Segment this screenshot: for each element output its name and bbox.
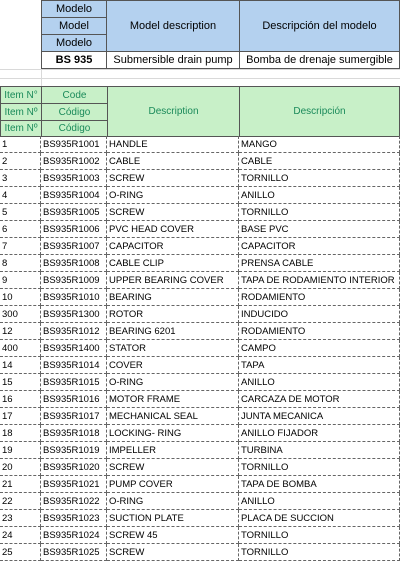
item-number-cell: 7	[0, 238, 41, 255]
description-es-cell: JUNTA MECANICA	[239, 408, 400, 425]
table-row	[0, 204, 400, 221]
code-cell: BS935R1010	[41, 289, 107, 306]
description-en-cell: LOCKING- RING	[107, 425, 239, 442]
code-cell: BS935R1003	[41, 170, 107, 187]
table-row	[0, 357, 400, 374]
table-row	[0, 323, 400, 340]
description-en-cell: SUCTION PLATE	[107, 510, 239, 527]
item-number-cell: 18	[0, 425, 41, 442]
item-number-cell: 22	[0, 493, 41, 510]
code-cell: BS935R1007	[41, 238, 107, 255]
description-en-cell: SCREW	[107, 204, 239, 221]
code-header-2: Código	[41, 103, 108, 121]
model-label-2: Model	[41, 17, 107, 35]
table-row	[0, 153, 400, 170]
description-es-cell: RODAMIENTO	[239, 323, 400, 340]
table-row	[0, 527, 400, 544]
code-header-3: Código	[41, 120, 108, 137]
model-value: BS 935	[41, 51, 107, 69]
item-number-header-3: Item Nº	[0, 120, 42, 137]
item-number-cell: 16	[0, 391, 41, 408]
description-es-cell: INDUCIDO	[239, 306, 400, 323]
item-number-cell: 9	[0, 272, 41, 289]
model-label-1: Modelo	[41, 0, 107, 18]
description-es-cell: CAPACITOR	[239, 238, 400, 255]
description-es-cell: ANILLO	[239, 493, 400, 510]
item-number-cell: 2	[0, 153, 41, 170]
table-row	[0, 255, 400, 272]
code-cell: BS935R1400	[41, 340, 107, 357]
description-es-cell: MANGO	[239, 136, 400, 153]
table-row	[0, 170, 400, 187]
description-es-cell: TORNILLO	[239, 170, 400, 187]
description-es-cell: RODAMIENTO	[239, 289, 400, 306]
table-row	[0, 340, 400, 357]
model-header	[0, 0, 400, 69]
description-es-cell: CARCAZA DE MOTOR	[239, 391, 400, 408]
item-number-cell: 21	[0, 476, 41, 493]
description-en-cell: CABLE CLIP	[107, 255, 239, 272]
table-row	[0, 238, 400, 255]
code-cell: BS935R1019	[41, 442, 107, 459]
description-en-cell: SCREW	[107, 170, 239, 187]
description-es-cell: TORNILLO	[239, 544, 400, 561]
item-number-cell: 25	[0, 544, 41, 561]
code-cell: BS935R1021	[41, 476, 107, 493]
item-number-cell: 6	[0, 221, 41, 238]
table-row	[0, 425, 400, 442]
item-number-cell: 400	[0, 340, 41, 357]
description-es-cell: TAPA	[239, 357, 400, 374]
description-en-cell: CABLE	[107, 153, 239, 170]
description-en-cell: CAPACITOR	[107, 238, 239, 255]
description-en-cell: O-RING	[107, 493, 239, 510]
table-row	[0, 289, 400, 306]
description-en-cell: O-RING	[107, 187, 239, 204]
table-row	[0, 476, 400, 493]
item-number-cell: 23	[0, 510, 41, 527]
description-en-cell: IMPELLER	[107, 442, 239, 459]
description-es-cell: CABLE	[239, 153, 400, 170]
description-en-cell: HANDLE	[107, 136, 239, 153]
table-row	[0, 136, 400, 153]
code-cell: BS935R1004	[41, 187, 107, 204]
item-number-cell: 14	[0, 357, 41, 374]
item-number-cell: 15	[0, 374, 41, 391]
description-en-cell: O-RING	[107, 374, 239, 391]
table-row	[0, 408, 400, 425]
description-es-cell: PLACA DE SUCCION	[239, 510, 400, 527]
description-en-cell: SCREW 45	[107, 527, 239, 544]
item-number-cell: 4	[0, 187, 41, 204]
description-es-cell: PRENSA CABLE	[239, 255, 400, 272]
description-es-cell: BASE PVC	[239, 221, 400, 238]
code-cell: BS935R1014	[41, 357, 107, 374]
item-number-cell: 17	[0, 408, 41, 425]
description-en-cell: COVER	[107, 357, 239, 374]
code-cell: BS935R1016	[41, 391, 107, 408]
item-number-header-2: Item Nº	[0, 103, 42, 121]
code-cell: BS935R1025	[41, 544, 107, 561]
description-en-cell: MECHANICAL SEAL	[107, 408, 239, 425]
code-cell: BS935R1015	[41, 374, 107, 391]
description-en-cell: MOTOR FRAME	[107, 391, 239, 408]
description-es-cell: TORNILLO	[239, 459, 400, 476]
table-row	[0, 544, 400, 561]
code-cell: BS935R1022	[41, 493, 107, 510]
item-number-cell: 1	[0, 136, 41, 153]
sheet-gridline	[0, 78, 400, 79]
model-description-en-value: Submersible drain pump	[106, 51, 240, 69]
code-cell: BS935R1006	[41, 221, 107, 238]
description-es-cell: TURBINA	[239, 442, 400, 459]
description-en-cell: SCREW	[107, 544, 239, 561]
sheet-gridline	[0, 69, 400, 70]
item-number-header-1: Item N°	[0, 86, 42, 104]
table-row	[0, 221, 400, 238]
item-number-cell: 5	[0, 204, 41, 221]
code-cell: BS935R1009	[41, 272, 107, 289]
code-cell: BS935R1020	[41, 459, 107, 476]
description-es-cell: CAMPO	[239, 340, 400, 357]
item-number-cell: 12	[0, 323, 41, 340]
table-row	[0, 442, 400, 459]
item-number-cell: 8	[0, 255, 41, 272]
description-en-cell: PUMP COVER	[107, 476, 239, 493]
description-en-cell: UPPER BEARING COVER	[107, 272, 239, 289]
code-cell: BS935R1002	[41, 153, 107, 170]
code-cell: BS935R1008	[41, 255, 107, 272]
description-es-cell: TORNILLO	[239, 204, 400, 221]
code-cell: BS935R1300	[41, 306, 107, 323]
description-en-cell: BEARING	[107, 289, 239, 306]
model-label-3: Modelo	[41, 34, 107, 52]
item-number-cell: 300	[0, 306, 41, 323]
table-row	[0, 493, 400, 510]
item-number-cell: 24	[0, 527, 41, 544]
description-en-cell: STATOR	[107, 340, 239, 357]
model-description-es-value: Bomba de drenaje sumergible	[239, 51, 400, 69]
description-en-cell: BEARING 6201	[107, 323, 239, 340]
table-row	[0, 187, 400, 204]
description-es-cell: ANILLO	[239, 187, 400, 204]
table-row	[0, 374, 400, 391]
model-description-es-header: Descripción del modelo	[239, 0, 400, 52]
item-number-cell: 10	[0, 289, 41, 306]
description-es-header: Descripción	[239, 86, 400, 137]
model-description-en-header: Model description	[106, 0, 240, 52]
description-en-header: Description	[107, 86, 240, 137]
code-cell: BS935R1005	[41, 204, 107, 221]
table-row	[0, 272, 400, 289]
table-row	[0, 459, 400, 476]
item-number-cell: 20	[0, 459, 41, 476]
description-en-cell: PVC HEAD COVER	[107, 221, 239, 238]
item-number-cell: 19	[0, 442, 41, 459]
item-number-cell: 3	[0, 170, 41, 187]
code-header-1: Code	[41, 86, 108, 104]
code-cell: BS935R1017	[41, 408, 107, 425]
description-en-cell: ROTOR	[107, 306, 239, 323]
description-es-cell: ANILLO	[239, 374, 400, 391]
table-row	[0, 306, 400, 323]
description-es-cell: TAPA DE RODAMIENTO INTERIOR	[239, 272, 400, 289]
code-cell: BS935R1012	[41, 323, 107, 340]
code-cell: BS935R1018	[41, 425, 107, 442]
code-cell: BS935R1024	[41, 527, 107, 544]
description-es-cell: TAPA DE BOMBA	[239, 476, 400, 493]
description-es-cell: TORNILLO	[239, 527, 400, 544]
description-es-cell: ANILLO FIJADOR	[239, 425, 400, 442]
table-row	[0, 510, 400, 527]
code-cell: BS935R1001	[41, 136, 107, 153]
description-en-cell: SCREW	[107, 459, 239, 476]
table-row	[0, 391, 400, 408]
code-cell: BS935R1023	[41, 510, 107, 527]
